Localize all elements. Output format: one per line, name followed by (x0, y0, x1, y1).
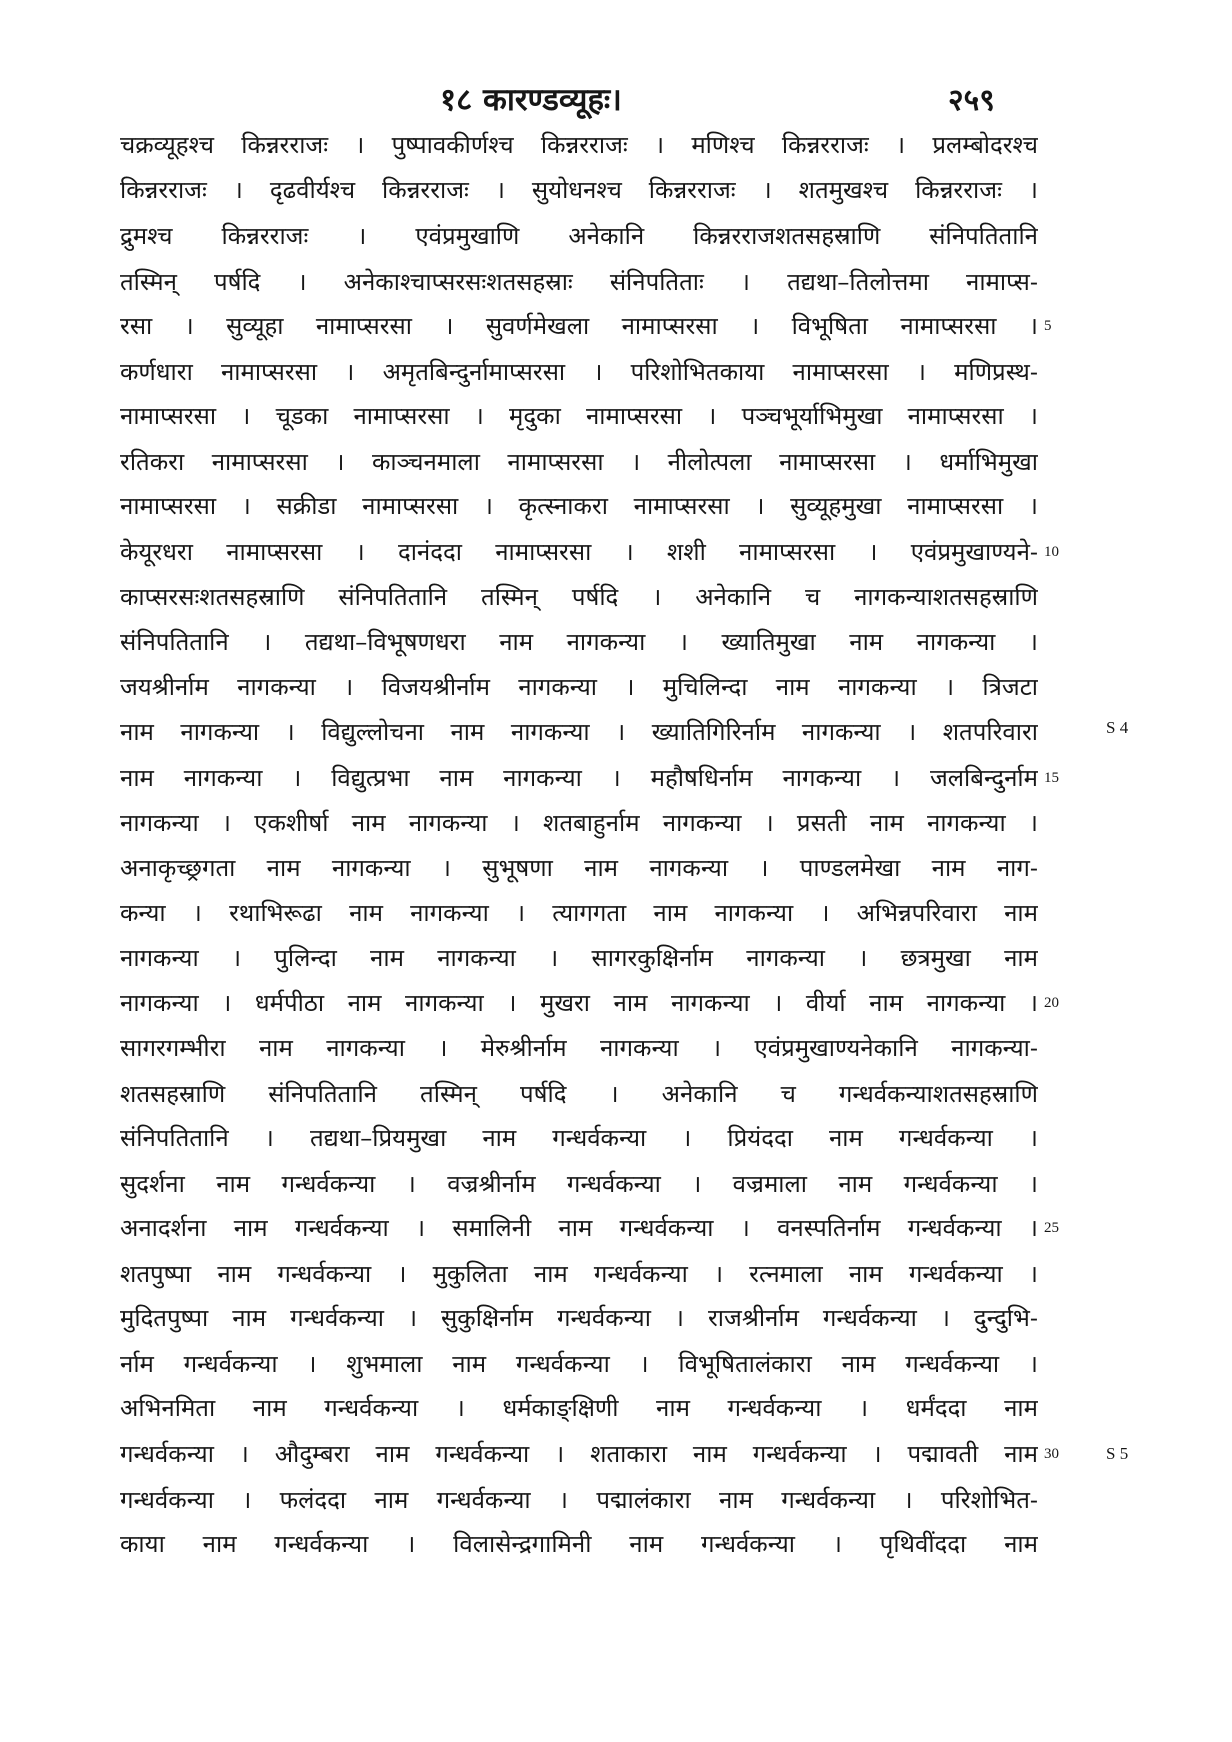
page-number: २५९ (948, 83, 995, 118)
text-line-21: सागरगम्भीरा नाम नागकन्या । मेरुश्रीर्नाम नागकन्या । एवंप्रमुखाण्यनेकानि नागकन्या- (120, 1034, 1038, 1062)
text-line-16: नागकन्या । एकशीर्षा नाम नागकन्या । शतबाहुर्नाम नागकन्या । प्रसती नाम नागकन्या । (120, 809, 1038, 837)
text-line-13: जयश्रीर्नाम नागकन्या । विजयश्रीर्नाम नागकन्या । मुचिलिन्दा नाम नागकन्या । त्रिजटा (120, 673, 1038, 701)
line-number: 15 (1044, 770, 1059, 786)
text-line-28: र्नाम गन्धर्वकन्या । शुभमाला नाम गन्धर्वकन्या । विभूषितालंकारा नाम गन्धर्वकन्या । (120, 1350, 1038, 1378)
text-line-24: सुदर्शना नाम गन्धर्वकन्या । वज्रश्रीर्नाम गन्धर्वकन्या । वज्रमाला नाम गन्धर्वकन्या । (120, 1170, 1038, 1198)
margin-section-note: S 4 (1106, 718, 1129, 737)
text-line-5: रसा । सुव्यूहा नामाप्सरसा । सुवर्णमेखला नामाप्सरसा । विभूषिता नामाप्सरसा । (120, 312, 1038, 340)
text-line-19: नागकन्या । पुलिन्दा नाम नागकन्या । सागरकुक्षिर्नाम नागकन्या । छत्रमुखा नाम (120, 944, 1038, 972)
margin-section-note: S 5 (1106, 1444, 1129, 1463)
text-line-22: शतसहस्राणि संनिपतितानि तस्मिन् पर्षदि । अनेकानि च गन्धर्वकन्याशतसहस्राणि (120, 1080, 1038, 1108)
line-number: 20 (1044, 995, 1059, 1011)
text-line-30: गन्धर्वकन्या । औदुम्बरा नाम गन्धर्वकन्या । शताकारा नाम गन्धर्वकन्या । पद्मावती नाम (120, 1440, 1038, 1468)
text-line-12: संनिपतितानि । तद्यथा–विभूषणधरा नाम नागकन्या । ख्यातिमुखा नाम नागकन्या । (120, 628, 1038, 656)
text-line-9: नामाप्सरसा । सक्रीडा नामाप्सरसा । कृत्स्नाकरा नामाप्सरसा । सुव्यूहमुखा नामाप्सरसा । (120, 492, 1038, 520)
text-line-32: काया नाम गन्धर्वकन्या । विलासेन्द्रगामिनी नाम गन्धर्वकन्या । पृथिवींददा नाम (120, 1530, 1038, 1558)
text-line-11: काप्सरसःशतसहस्राणि संनिपतितानि तस्मिन् पर्षदि । अनेकानि च नागकन्याशतसहस्राणि (120, 583, 1038, 611)
text-line-3: द्रुमश्च किन्नरराजः । एवंप्रमुखाणि अनेकानि किन्नरराजशतसहस्राणि संनिपतितानि (120, 222, 1038, 250)
text-line-23: संनिपतितानि । तद्यथा–प्रियमुखा नाम गन्धर्वकन्या । प्रियंददा नाम गन्धर्वकन्या । (120, 1124, 1038, 1152)
text-line-7: नामाप्सरसा । चूडका नामाप्सरसा । मृदुका नामाप्सरसा । पञ्चभूर्याभिमुखा नामाप्सरसा । (120, 402, 1038, 430)
text-line-25: अनादर्शना नाम गन्धर्वकन्या । समालिनी नाम गन्धर्वकन्या । वनस्पतिर्नाम गन्धर्वकन्या । (120, 1214, 1038, 1242)
text-line-8: रतिकरा नामाप्सरसा । काञ्चनमाला नामाप्सरसा । नीलोत्पला नामाप्सरसा । धर्माभिमुखा (120, 448, 1038, 476)
text-line-10: केयूरधरा नामाप्सरसा । दानंददा नामाप्सरसा । शशी नामाप्सरसा । एवंप्रमुखाण्यने- (120, 538, 1038, 566)
text-line-17: अनाकृच्छ्रगता नाम नागकन्या । सुभूषणा नाम नागकन्या । पाण्डलमेखा नाम नाग- (120, 854, 1038, 882)
text-line-15: नाम नागकन्या । विद्युत्प्रभा नाम नागकन्या । महौषधिर्नाम नागकन्या । जलबिन्दुर्नाम (120, 764, 1038, 792)
text-line-27: मुदितपुष्पा नाम गन्धर्वकन्या । सुकुक्षिर्नाम गन्धर्वकन्या । राजश्रीर्नाम गन्धर्वकन्या । दुन्दुभि- (120, 1304, 1038, 1332)
line-number: 10 (1044, 544, 1059, 560)
text-line-4: तस्मिन् पर्षदि । अनेकाश्चाप्सरसःशतसहस्राः संनिपतिताः । तद्यथा–तिलोत्तमा नामाप्स- (120, 268, 1038, 296)
line-number: 5 (1044, 318, 1052, 334)
line-number: 30 (1044, 1446, 1059, 1462)
text-line-14: नाम नागकन्या । विद्युल्लोचना नाम नागकन्या । ख्यातिगिरिर्नाम नागकन्या । शतपरिवारा (120, 718, 1038, 746)
text-line-31: गन्धर्वकन्या । फलंददा नाम गन्धर्वकन्या । पद्मालंकारा नाम गन्धर्वकन्या । परिशोभित- (120, 1486, 1038, 1514)
text-line-20: नागकन्या । धर्मपीठा नाम नागकन्या । मुखरा नाम नागकन्या । वीर्या नाम नागकन्या । (120, 989, 1038, 1017)
text-line-6: कर्णधारा नामाप्सरसा । अमृतबिन्दुर्नामाप्सरसा । परिशोभितकाया नामाप्सरसा । मणिप्रस्थ- (120, 358, 1038, 386)
text-line-2: किन्नरराजः । दृढवीर्यश्च किन्नरराजः । सुयोधनश्च किन्नरराजः । शतमुखश्च किन्नरराजः । (120, 176, 1038, 204)
text-line-18: कन्या । रथाभिरूढा नाम नागकन्या । त्यागगता नाम नागकन्या । अभिन्नपरिवारा नाम (120, 899, 1038, 927)
text-line-26: शतपुष्पा नाम गन्धर्वकन्या । मुकुलिता नाम गन्धर्वकन्या । रत्नमाला नाम गन्धर्वकन्या । (120, 1260, 1038, 1288)
line-number: 25 (1044, 1220, 1059, 1236)
text-line-29: अभिनमिता नाम गन्धर्वकन्या । धर्मकाङ्क्षिणी नाम गन्धर्वकन्या । धर्मंददा नाम (120, 1394, 1038, 1422)
running-header-title: १८ कारण्डव्यूहः। (440, 82, 622, 118)
text-line-1: चक्रव्यूहश्च किन्नरराजः । पुष्पावकीर्णश्च किन्नरराजः । मणिश्च किन्नरराजः । प्रलम्बोदरश्च (120, 131, 1038, 159)
